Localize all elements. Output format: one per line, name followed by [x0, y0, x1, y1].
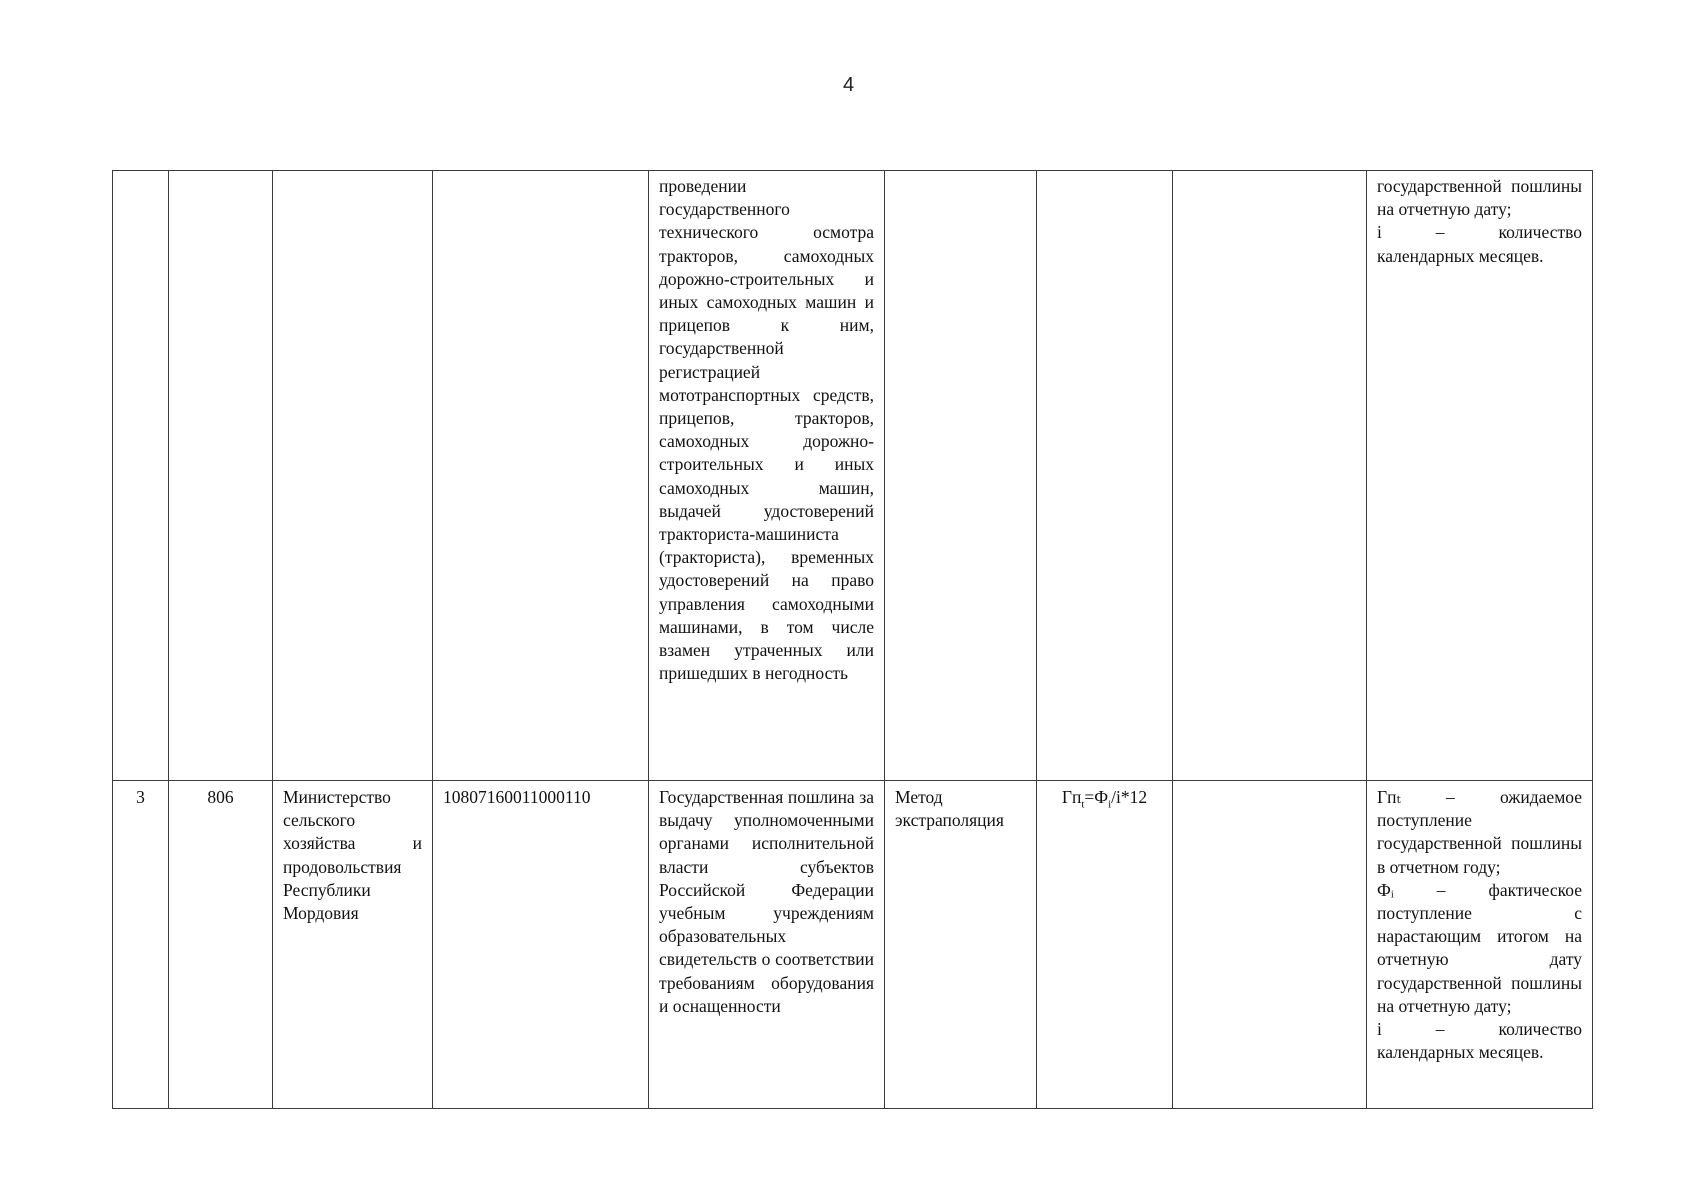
legend-line: i – количество календарных месяцев. — [1377, 1019, 1582, 1063]
formula-rhs: =Ф — [1084, 787, 1109, 807]
extra-cell — [1173, 781, 1367, 1109]
formula-legend-cell — [1367, 171, 1593, 781]
formula-cell — [1037, 781, 1173, 1109]
revenue-description-cell: проведении государственного технического осмотра тракторов, самоходных дорожно-строительных и иных самоходных машин и прицепов к ним, государственной регистрацией мототранспортных средств, прицепов, тракторов, самоходных дорожно-строительных и иных самоходных машин, выдачей удостоверений тракториста-машиниста (тракториста), временных удостоверений на право управления самоходными машинами, в том числе взамен утраченных или пришедших в негодность — [649, 171, 885, 781]
formula-legend-cell — [1367, 781, 1593, 1109]
legend-line: Гпₜ – ожидаемое поступление государственной пошлины в отчетном году; — [1377, 787, 1582, 877]
legend-line: Фᵢ – фактическое поступление с нарастающим итогом на отчетную дату государственной пошлины на отчетную дату; — [1377, 879, 1582, 1016]
kbk-code-cell: 10807160011000110 — [433, 781, 649, 1109]
administrator-name-cell: Министерство сельского хозяйства и продовольствия Республики Мордовия — [273, 781, 433, 1109]
administrator-name-cell — [273, 171, 433, 781]
formula-rhs-tail: /i*12 — [1111, 787, 1148, 807]
formula-lhs: Гп — [1061, 787, 1082, 807]
formula-rhs-subscript: i — [1108, 798, 1112, 811]
extra-cell — [1173, 171, 1367, 781]
formula-cell — [1037, 171, 1173, 781]
kbk-code-cell — [433, 171, 649, 781]
revenue-description-cell: Государственная пошлина за выдачу уполномоченными органами исполнительной власти субъектов Российской Федерации учебным учреждениям образовательных свидетельств о соответствии требованиям оборудования и оснащенности — [649, 781, 885, 1109]
row-number-cell: 3 — [113, 781, 169, 1109]
method-cell — [885, 171, 1037, 781]
formula-lhs-subscript: t — [1081, 798, 1085, 811]
table-row — [113, 781, 1593, 1109]
table-row — [113, 171, 1593, 781]
revenue-forecast-table — [112, 170, 1593, 1109]
legend-line: i – количество календарных месяцев. — [1377, 222, 1582, 266]
method-cell: Метод экстраполяция — [885, 781, 1037, 1109]
admin-code-cell — [169, 171, 273, 781]
admin-code-cell: 806 — [169, 781, 273, 1109]
legend-line: государственной пошлины на отчетную дату; — [1377, 176, 1582, 220]
page-number: 4 — [842, 74, 855, 96]
row-number-cell — [113, 171, 169, 781]
